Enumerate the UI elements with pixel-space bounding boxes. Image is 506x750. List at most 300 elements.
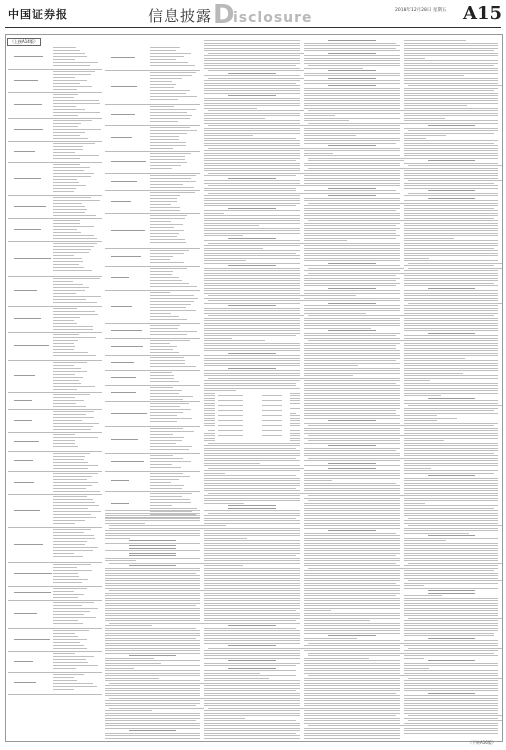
text-line xyxy=(404,480,498,481)
text-line xyxy=(404,460,498,461)
text-line xyxy=(304,108,400,109)
text-line xyxy=(404,275,498,276)
text-line xyxy=(304,680,400,681)
text-line xyxy=(304,200,400,201)
text-line xyxy=(304,640,400,641)
fund-detail-text xyxy=(150,109,196,110)
fund-detail-text xyxy=(53,446,78,447)
fund-detail-text xyxy=(53,200,100,201)
text-line xyxy=(204,370,300,371)
fund-detail-text xyxy=(150,136,179,137)
text-line xyxy=(304,138,400,139)
text-line xyxy=(304,570,400,571)
text-line xyxy=(304,555,396,556)
text-line xyxy=(404,173,498,174)
paragraph-heading xyxy=(228,353,276,354)
text-line xyxy=(404,540,446,541)
text-line xyxy=(204,550,300,551)
text-line xyxy=(404,170,498,171)
fund-detail-text xyxy=(150,366,196,367)
text-line xyxy=(404,675,498,676)
fund-detail-text xyxy=(150,283,189,284)
text-line xyxy=(304,553,400,554)
text-line xyxy=(304,418,400,419)
fund-detail-text xyxy=(150,47,180,48)
fund-detail-text xyxy=(150,502,191,503)
text-line xyxy=(304,613,400,614)
fund-name-text xyxy=(14,229,41,230)
text-line xyxy=(404,353,498,354)
paragraph-heading xyxy=(228,305,276,306)
fund-detail-text xyxy=(53,397,75,398)
text-line xyxy=(105,665,200,666)
text-line xyxy=(105,513,200,514)
text-line xyxy=(105,650,200,651)
fund-name-text xyxy=(14,639,50,640)
text-line xyxy=(304,455,400,456)
fund-detail-text xyxy=(53,215,96,216)
text-line xyxy=(304,270,400,271)
text-line xyxy=(204,635,300,636)
text-line xyxy=(204,535,300,536)
text-line xyxy=(404,295,498,296)
fund-detail-text xyxy=(150,187,194,188)
fund-detail-text xyxy=(53,377,83,378)
text-line xyxy=(408,268,502,269)
fund-detail-text xyxy=(53,243,97,244)
fund-detail-text xyxy=(150,508,197,509)
fund-detail-text xyxy=(150,133,187,134)
text-line xyxy=(404,400,498,401)
text-line xyxy=(204,633,300,634)
fund-detail-text xyxy=(53,173,94,174)
paragraph-heading xyxy=(428,398,475,399)
text-line xyxy=(105,673,200,674)
text-line xyxy=(304,605,400,606)
paragraph-heading xyxy=(328,145,376,146)
fund-detail-text xyxy=(53,317,80,318)
text-line xyxy=(404,185,498,186)
text-line xyxy=(105,613,200,614)
text-line xyxy=(304,98,400,99)
text-line xyxy=(404,123,498,124)
fund-detail-text xyxy=(53,680,77,681)
text-line xyxy=(304,100,400,101)
fund-detail-text xyxy=(150,340,190,341)
text-line xyxy=(404,98,498,99)
fund-detail-text xyxy=(53,126,78,127)
text-line xyxy=(304,240,347,241)
text-line xyxy=(304,323,400,324)
text-line xyxy=(204,620,296,621)
text-line xyxy=(304,185,400,186)
text-line xyxy=(304,183,400,184)
paragraph-heading xyxy=(328,288,376,289)
text-line xyxy=(105,688,200,689)
fund-detail-text xyxy=(53,523,75,524)
text-line xyxy=(404,655,498,656)
fund-detail-text xyxy=(53,74,91,75)
text-line xyxy=(404,113,498,114)
text-line xyxy=(404,343,498,344)
text-line xyxy=(404,255,498,256)
text-line xyxy=(304,255,400,256)
fund-detail-text xyxy=(150,381,179,382)
text-line xyxy=(204,478,300,479)
text-line xyxy=(105,725,200,726)
fund-detail-text xyxy=(53,614,84,615)
text-line xyxy=(304,163,400,164)
text-line xyxy=(404,200,498,201)
text-line xyxy=(304,688,400,689)
text-line xyxy=(404,248,494,249)
fund-detail-text xyxy=(53,182,79,183)
text-line xyxy=(404,423,498,424)
fund-detail-text xyxy=(53,648,87,649)
text-line xyxy=(404,270,498,271)
text-line xyxy=(304,143,396,144)
text-line xyxy=(304,175,400,176)
paragraph-heading xyxy=(228,95,276,96)
text-line xyxy=(404,265,494,266)
text-line xyxy=(304,413,396,414)
text-line xyxy=(404,500,498,501)
text-line xyxy=(404,278,498,279)
fund-detail-text xyxy=(53,112,100,113)
fund-detail-text xyxy=(53,440,75,441)
text-line xyxy=(404,568,498,569)
fund-detail-text xyxy=(53,71,95,72)
fund-detail-text xyxy=(150,175,196,176)
text-line xyxy=(204,525,226,526)
text-line xyxy=(204,523,300,524)
fund-detail-text xyxy=(53,314,98,315)
text-line xyxy=(204,593,300,594)
fund-detail-text xyxy=(150,201,177,202)
text-line xyxy=(204,348,300,349)
fund-detail-text xyxy=(150,127,190,128)
text-line xyxy=(204,680,300,681)
text-line xyxy=(304,343,400,344)
paragraph-heading xyxy=(428,590,475,591)
text-line xyxy=(404,313,498,314)
fund-detail-text xyxy=(53,520,85,521)
text-line xyxy=(204,715,300,716)
text-line xyxy=(105,615,200,616)
fund-detail-text xyxy=(150,145,186,146)
text-line xyxy=(204,483,300,484)
paragraph-heading xyxy=(328,635,376,636)
text-line xyxy=(304,685,400,686)
text-line xyxy=(105,538,130,539)
text-line xyxy=(304,475,400,476)
text-line xyxy=(204,323,300,324)
fund-detail-text xyxy=(150,195,180,196)
text-line xyxy=(204,260,246,261)
text-line xyxy=(404,43,498,44)
text-line xyxy=(404,550,498,551)
fund-detail-text xyxy=(53,653,75,654)
text-line xyxy=(304,658,369,659)
text-line xyxy=(105,578,200,579)
text-line xyxy=(204,290,300,291)
text-line xyxy=(204,495,300,496)
fund-detail-text xyxy=(53,349,74,350)
fund-detail-text xyxy=(150,262,184,263)
text-line xyxy=(304,120,349,121)
text-line xyxy=(304,313,366,314)
fund-detail-text xyxy=(53,532,84,533)
text-line xyxy=(404,685,498,686)
text-line xyxy=(404,68,498,69)
text-line xyxy=(304,393,400,394)
text-line xyxy=(404,75,464,76)
fund-detail-text xyxy=(53,639,87,640)
text-line xyxy=(204,555,296,556)
paragraph-heading xyxy=(428,535,475,536)
text-line xyxy=(304,550,400,551)
fund-detail-text xyxy=(53,508,88,509)
text-line xyxy=(404,620,498,621)
text-line xyxy=(404,335,498,336)
text-line xyxy=(208,243,304,244)
fund-detail-text xyxy=(53,152,75,153)
fund-detail-text xyxy=(150,440,182,441)
text-line xyxy=(304,258,400,259)
text-line xyxy=(304,253,400,254)
text-line xyxy=(204,100,300,101)
text-line xyxy=(204,528,300,529)
text-line xyxy=(404,290,498,291)
text-line xyxy=(204,530,300,531)
text-line xyxy=(204,503,244,504)
text-line xyxy=(404,530,498,531)
paragraph-heading xyxy=(328,188,376,189)
fund-name-text xyxy=(111,86,137,87)
text-line xyxy=(208,295,304,296)
text-line xyxy=(204,318,300,319)
text-line xyxy=(304,703,400,704)
text-line xyxy=(304,433,400,434)
fund-name-text xyxy=(14,420,32,421)
text-line xyxy=(204,688,300,689)
text-line xyxy=(404,360,498,361)
text-line xyxy=(404,183,494,184)
paragraph-heading xyxy=(328,70,376,71)
text-line xyxy=(404,350,498,351)
text-line xyxy=(304,153,333,154)
text-line xyxy=(308,655,400,656)
text-line xyxy=(404,548,498,549)
text-line xyxy=(304,563,396,564)
text-line xyxy=(204,43,300,44)
fund-detail-text xyxy=(53,158,80,159)
text-line xyxy=(204,225,259,226)
fund-detail-text xyxy=(150,464,172,465)
text-line xyxy=(304,338,400,339)
text-line xyxy=(204,85,300,86)
fund-detail-text xyxy=(53,343,74,344)
fund-detail-text xyxy=(53,668,76,669)
fund-detail-text xyxy=(150,360,185,361)
text-line xyxy=(204,375,300,376)
text-line xyxy=(105,610,200,611)
text-line xyxy=(404,650,498,651)
text-line xyxy=(404,73,498,74)
fund-name-text xyxy=(111,503,129,504)
fund-detail-text xyxy=(53,56,87,57)
fund-detail-text xyxy=(53,550,93,551)
text-line xyxy=(408,648,502,649)
text-line xyxy=(404,698,498,699)
fund-name-text xyxy=(111,57,135,58)
text-line xyxy=(304,280,396,281)
text-line xyxy=(308,315,404,316)
text-line xyxy=(404,215,498,216)
fund-detail-text xyxy=(150,434,173,435)
text-line xyxy=(404,428,498,429)
text-line xyxy=(404,488,498,489)
fund-detail-text xyxy=(53,146,83,147)
fund-detail-text xyxy=(150,488,182,489)
text-line xyxy=(204,710,300,711)
text-line xyxy=(404,600,498,601)
table-row xyxy=(105,45,200,71)
text-line xyxy=(204,548,300,549)
text-line xyxy=(204,568,300,569)
fund-detail-text xyxy=(150,396,193,397)
text-line xyxy=(105,703,200,704)
text-line xyxy=(304,155,400,156)
fund-name-text xyxy=(14,682,36,683)
text-line xyxy=(304,723,400,724)
text-line xyxy=(105,710,152,711)
paragraph-heading xyxy=(328,330,376,331)
fund-detail-text xyxy=(150,349,173,350)
text-line xyxy=(404,690,498,691)
text-line xyxy=(404,348,498,349)
text-line xyxy=(304,283,400,284)
fund-detail-text xyxy=(53,62,98,63)
text-line xyxy=(404,195,498,196)
text-line xyxy=(204,143,300,144)
text-line xyxy=(404,205,498,206)
fund-detail-text xyxy=(53,258,82,259)
text-line xyxy=(304,470,400,471)
paragraph-heading xyxy=(328,263,376,264)
fund-detail-text xyxy=(53,120,92,121)
text-line xyxy=(404,425,494,426)
text-line xyxy=(404,543,498,544)
text-line xyxy=(105,633,200,634)
text-line xyxy=(109,708,204,709)
fund-detail-text xyxy=(150,375,174,376)
text-line xyxy=(208,513,300,514)
text-line xyxy=(204,250,300,251)
table-cell-text xyxy=(262,420,282,421)
text-line xyxy=(204,128,300,129)
text-line xyxy=(404,218,494,219)
fund-detail-text xyxy=(150,90,190,91)
text-line xyxy=(404,643,498,644)
text-line xyxy=(105,598,200,599)
text-line xyxy=(105,515,200,516)
fund-detail-text xyxy=(150,192,195,193)
text-line xyxy=(204,533,300,534)
fund-detail-text xyxy=(150,455,173,456)
text-line xyxy=(304,165,400,166)
text-line xyxy=(204,98,300,99)
text-line xyxy=(304,540,400,541)
text-line xyxy=(204,123,300,124)
text-line xyxy=(404,458,498,459)
text-line xyxy=(408,720,502,721)
text-line xyxy=(105,695,200,696)
text-line xyxy=(404,538,498,539)
table-cell-text xyxy=(262,405,282,406)
text-line xyxy=(304,353,400,354)
text-line xyxy=(109,525,204,526)
paragraph-heading xyxy=(328,530,376,531)
text-line xyxy=(204,643,300,644)
text-line xyxy=(204,60,300,61)
text-line xyxy=(208,185,304,186)
text-line xyxy=(204,363,300,364)
text-line xyxy=(404,673,498,674)
paragraph-heading xyxy=(428,593,475,594)
section-title: 信息披露 xyxy=(148,7,213,25)
fund-detail-text xyxy=(53,662,88,663)
paragraph-heading xyxy=(428,693,475,694)
text-line xyxy=(204,63,300,64)
text-line xyxy=(204,118,265,119)
text-line xyxy=(404,455,498,456)
paragraph-heading xyxy=(129,545,177,546)
text-line xyxy=(304,465,400,466)
fund-detail-text xyxy=(53,485,92,486)
text-line xyxy=(404,338,498,339)
paragraph-heading xyxy=(428,288,475,289)
fund-detail-text xyxy=(150,331,197,332)
text-line xyxy=(304,50,400,51)
fund-detail-text xyxy=(53,479,87,480)
fund-detail-text xyxy=(53,164,80,165)
text-line xyxy=(304,278,400,279)
text-line xyxy=(404,153,498,154)
fund-detail-text xyxy=(150,121,178,122)
text-line xyxy=(404,40,466,41)
text-line xyxy=(404,50,494,51)
fund-detail-text xyxy=(150,409,191,410)
text-line xyxy=(204,195,300,196)
text-line xyxy=(204,93,300,94)
masthead-rule xyxy=(5,27,501,28)
fund-detail-text xyxy=(53,352,88,353)
fund-detail-text xyxy=(53,86,92,87)
text-line xyxy=(404,610,498,611)
text-line xyxy=(308,643,404,644)
text-line xyxy=(304,365,358,366)
fund-detail-text xyxy=(150,393,179,394)
text-line xyxy=(404,570,494,571)
paragraph-heading xyxy=(228,208,276,209)
text-line xyxy=(308,65,400,66)
fund-detail-text xyxy=(150,328,178,329)
text-line xyxy=(304,488,400,489)
fund-detail-text xyxy=(150,446,192,447)
text-line xyxy=(304,345,396,346)
fund-detail-text xyxy=(53,267,84,268)
